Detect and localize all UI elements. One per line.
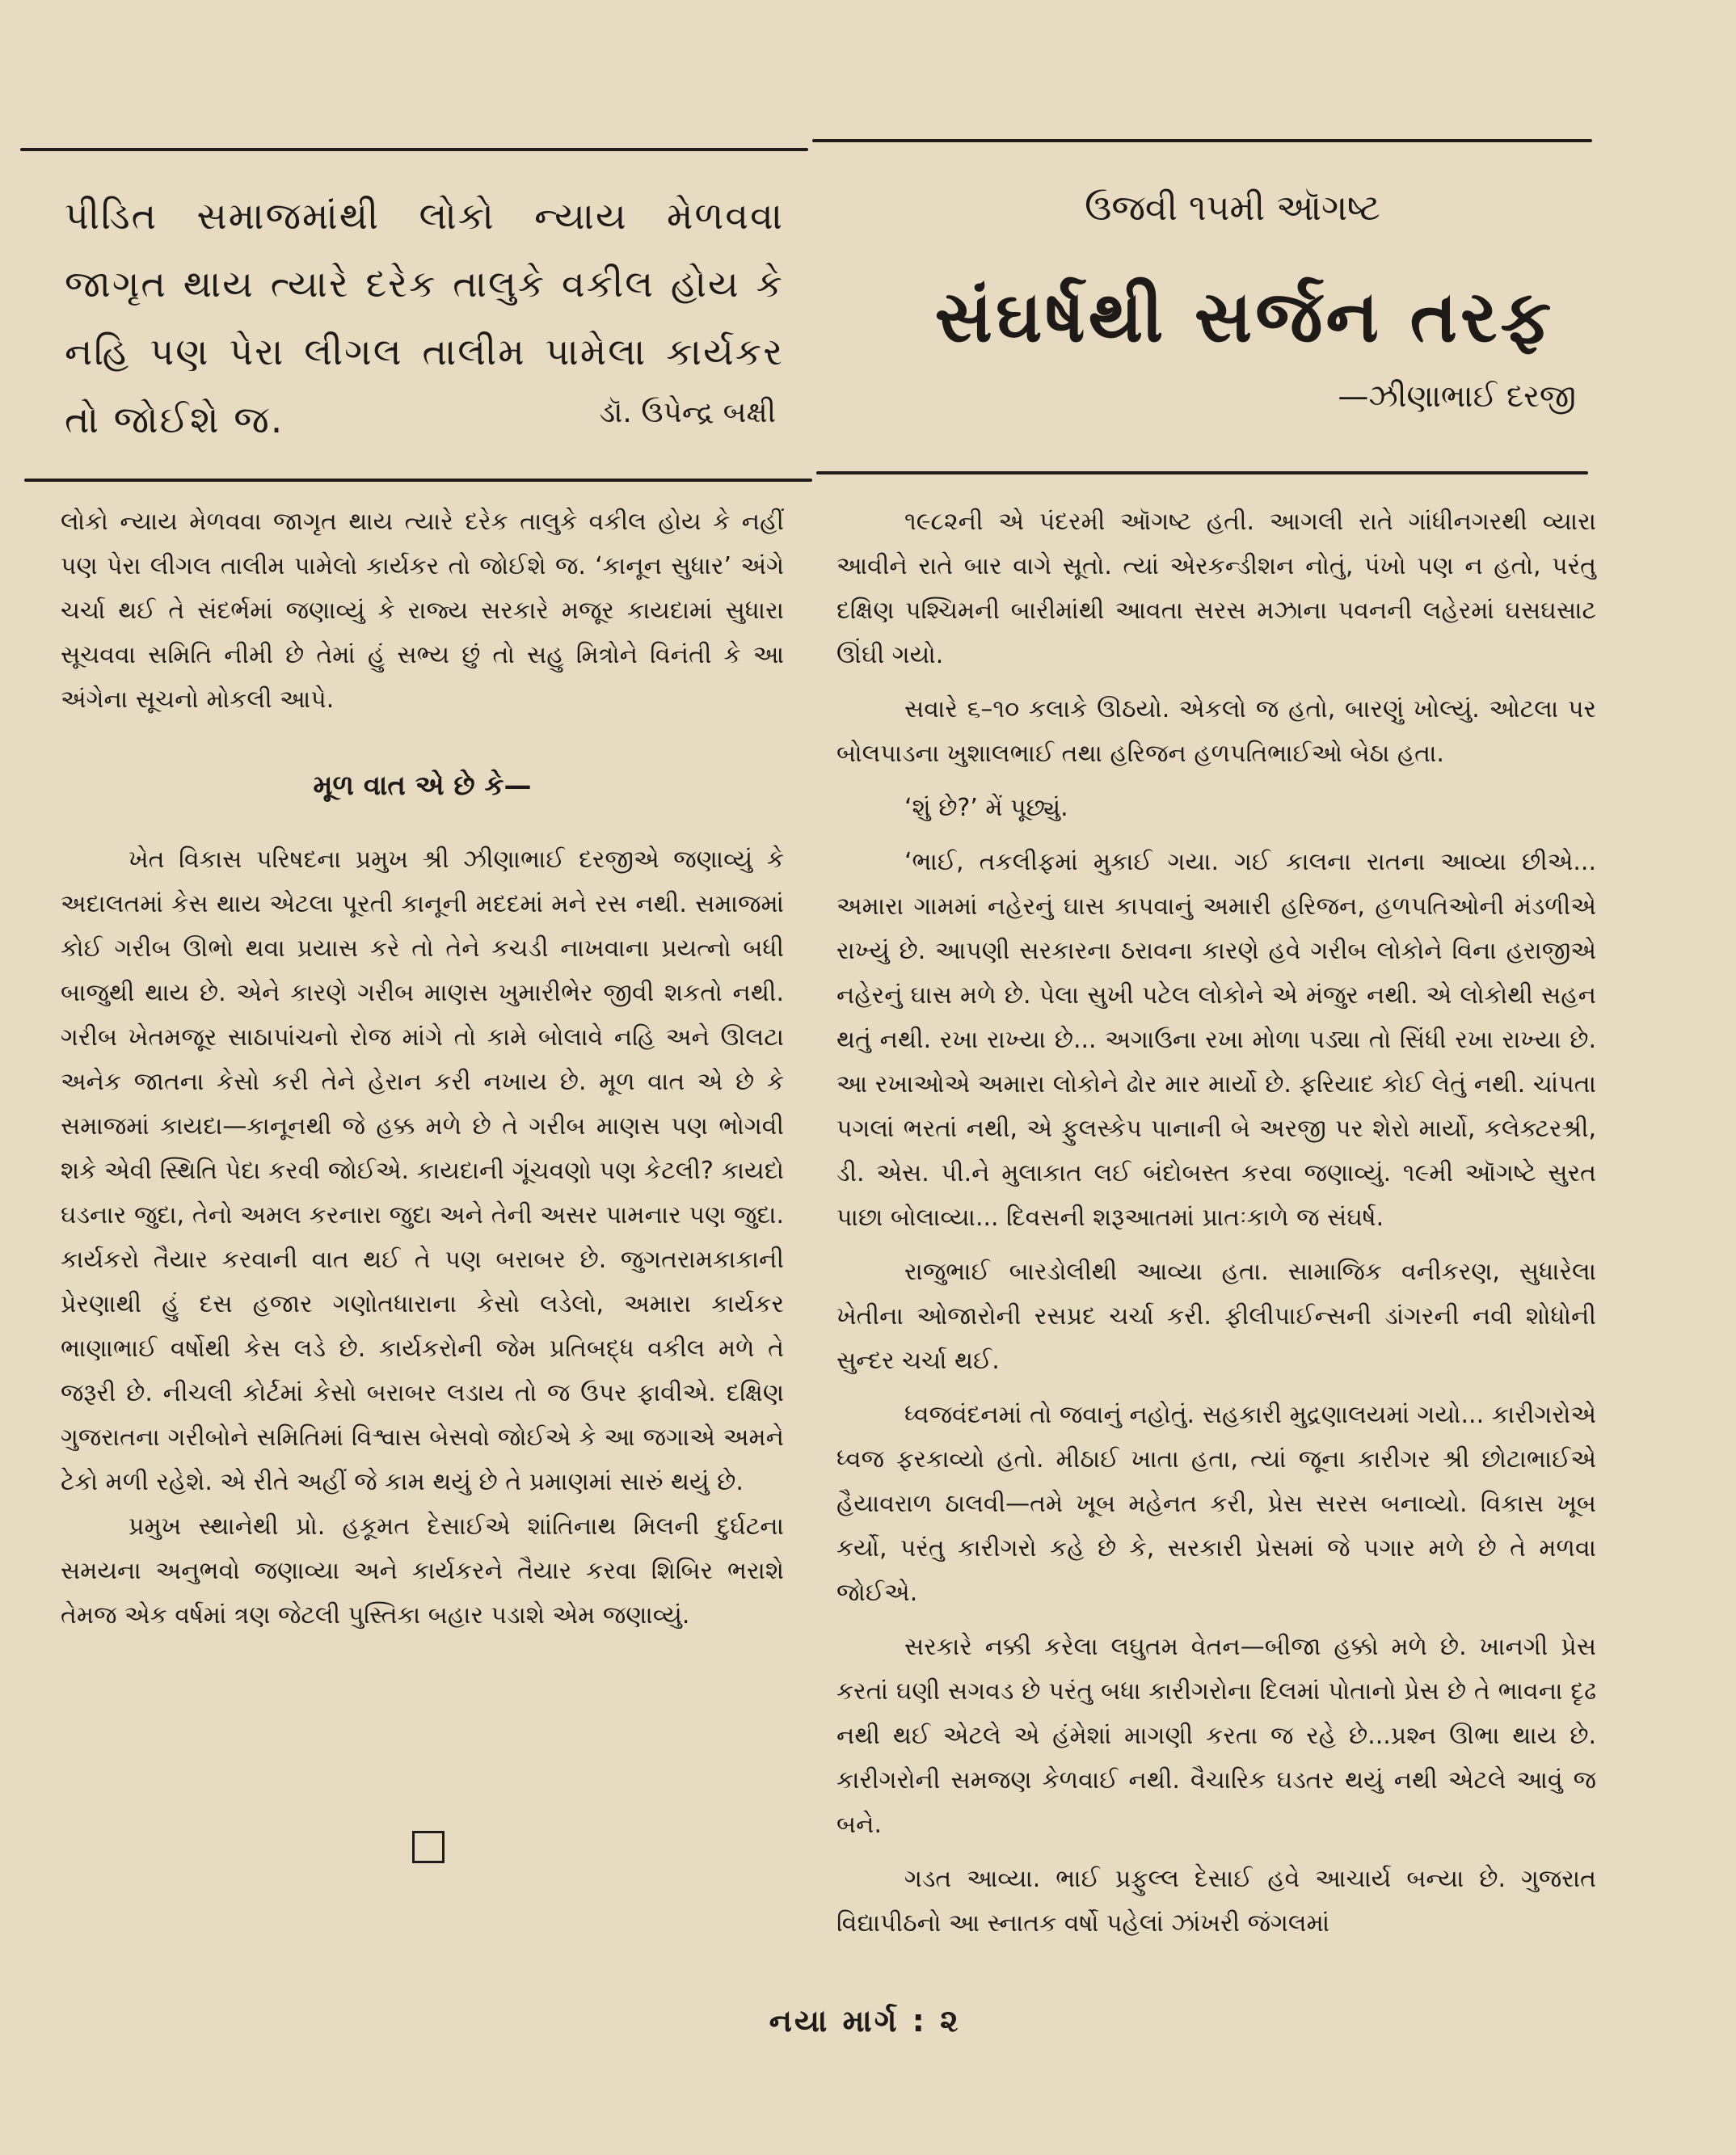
mid-rule-right xyxy=(816,471,1588,474)
top-rule-right xyxy=(812,139,1592,142)
article-kicker: ઉજવી ૧૫મી ઑગષ્ટ xyxy=(1085,188,1380,229)
article-byline: —ઝીણાભાઈ દરજી xyxy=(1338,378,1576,414)
right-paragraph-7: સરકારે નક્કી કરેલા લઘુતમ વેતન—બીજા હક્કો મળે છે. ખાનગી પ્રેસ કરતાં ઘણી સગવડ છે પરંતુ બધા કારીગરોના દિલમાં પોતાનો પ્રેસ છે તે ભાવના દૃઢ નથી થઈ એટલે એ હંમેશાં માગણી કરતા જ રહે છે...પ્રશ્ન ઊભા થાય છે. કારીગરોની સમજણ કેળવાઈ નથી. વૈચારિક ઘડતર થયું નથી એટલે આવું જ બને. xyxy=(836,1633,1596,1839)
right-column xyxy=(836,500,1596,1955)
mid-rule-left xyxy=(24,479,812,482)
pull-quote: પીડિત સમાજમાંથી લોકો ન્યાય મેળવવા જાગૃત થાય ત્યારે દરેક તાલુકે વકીલ હોય કે નહિ પણ પેરા લીગલ તાલીમ પામેલા કાર્યકર તો જોઈશે જ. xyxy=(65,194,784,441)
end-of-article-mark xyxy=(412,1831,445,1863)
right-paragraph-4: ‘ભાઈ, તકલીફમાં મુકાઈ ગયા. ગઈ કાલના રાતના આવ્યા છીએ... અમારા ગામમાં નહેરનું ઘાસ કાપવાનું અમારી હરિજન, હળપતિઓની મંડળીએ રાખ્યું છે. આપણી સરકારના ઠરાવના કારણે હવે ગરીબ લોકોને વિના હરાજીએ નહેરનું ઘાસ મળે છે. પેલા સુખી પટેલ લોકોને એ મંજુર નથી. એ લોકોથી સહન થતું નથી. રખા રાખ્યા છે... અગાઉના રખા મોળા પડ્યા તો સિંધી રખા રાખ્યા છે. આ રખાઓએ અમારા લોકોને ઢોર માર માર્યો છે. ફરિયાદ કોઈ લેતું નથી. ચાંપતા પગલાં ભરતાં નથી, એ ફુલસ્કેપ પાનાની બે અરજી પર શેરો માર્યો, કલેક્ટરશ્રી, ડી. એસ. પી.ને મુલાકાત લઈ બંદોબસ્ત કરવા જણાવ્યું. ૧૯મી ઑગષ્ટે સુરત પાછા બોલાવ્યા... દિવસની શરૂઆતમાં પ્રાતઃકાળે જ સંઘર્ષ. xyxy=(836,848,1596,1232)
left-subhead: મૂળ વાત એ છે કે— xyxy=(313,770,532,802)
right-paragraph-1: ૧૯૮૨ની એ પંદરમી ઑગષ્ટ હતી. આગલી રાતે ગાંધીનગરથી વ્યારા આવીને રાતે બાર વાગે સૂતો. ત્યાં એરકન્ડીશન નોતું, પંખો પણ ન હતો, પરંતુ દક્ષિણ પશ્ચિમની બારીમાંથી આવતા સરસ મઝાના પવનની લહેરમાં ઘસઘસાટ ઊંઘી ગયો. xyxy=(836,508,1596,669)
left-closing-paragraph: પ્રમુખ સ્થાનેથી પ્રો. હકૂમત દેસાઈએ શાંતિનાથ મિલની દુર્ઘટના સમયના અનુભવો જણાવ્યા અને કાર્યકરને તૈયાર કરવા શિબિર ભરાશે તેમજ એક વર્ષમાં ત્રણ જેટલી પુસ્તિકા બહાર પડાશે એમ જણાવ્યું. xyxy=(61,1512,784,1630)
left-column xyxy=(61,500,784,1638)
right-paragraph-6: ધ્વજવંદનમાં તો જવાનું નહોતું. સહકારી મુદ્રણાલયમાં ગયો... કારીગરોએ ધ્વજ ફરકાવ્યો હતો. મીઠાઈ ખાતા હતા, ત્યાં જૂના કારીગર શ્રી છોટાભાઈએ હૈયાવરાળ ઠાલવી—તમે ખૂબ મહેનત કરી, પ્રેસ સરસ બનાવ્યો. વિકાસ ખૂબ કર્યો, પરંતુ કારીગરો કહે છે કે, સરકારી પ્રેસમાં જે પગાર મળે છે તે મળવા જોઈએ. xyxy=(836,1401,1596,1607)
page-footer: નયા માર્ગ : ૨ xyxy=(769,2003,961,2039)
left-intro-paragraph: લોકો ન્યાય મેળવવા જાગૃત થાય ત્યારે દરેક તાલુકે વકીલ હોય કે નહીં પણ પેરા લીગલ તાલીમ પામેલો કાર્યકર તો જોઈશે જ. ‘કાનૂન સુધાર’ અંગે ચર્ચા થઈ તે સંદર્ભમાં જણાવ્યું કે રાજ્ય સરકારે મજૂર કાયદામાં સુધારા સૂચવવા સમિતિ નીમી છે તેમાં હું સભ્ય છું તો સહુ મિત્રોને વિનંતી કે આ અંગેના સૂચનો મોકલી આપે. xyxy=(61,508,784,714)
top-rule-left xyxy=(20,148,808,151)
left-body-paragraph: ખેત વિકાસ પરિષદના પ્રમુખ શ્રી ઝીણાભાઈ દરજીએ જણાવ્યું કે અદાલતમાં કેસ થાય એટલા પૂરતી કાનૂની મદદમાં મને રસ નથી. સમાજમાં કોઈ ગરીબ ઊભો થવા પ્રયાસ કરે તો તેને કચડી નાખવાના પ્રયત્નો બધી બાજુથી થાય છે. એને કારણે ગરીબ માણસ ખુમારીભેર જીવી શકતો નથી. ગરીબ ખેતમજૂર સાઠાપાંચનો રોજ માંગે તો કામે બોલાવે નહિ અને ઊલટા અનેક જાતના કેસો કરી તેને હેરાન કરી નખાય છે. મૂળ વાત એ છે કે સમાજમાં કાયદા—કાનૂનથી જે હક્ક મળે છે તે ગરીબ માણસ પણ ભોગવી શકે એવી સ્થિતિ પેદા કરવી જોઈએ. કાયદાની ગૂંચવણો પણ કેટલી? કાયદો ઘડનાર જુદા, તેનો અમલ કરનારા જુદા અને તેની અસર પામનાર પણ જુદા. કાર્યકરો તૈયાર કરવાની વાત થઈ તે પણ બરાબર છે. જુગતરામકાકાની પ્રેરણાથી હું દસ હજાર ગણોતધારાના કેસો લડેલો, અમારા કાર્યકર ભાણાભાઈ વર્ષોથી કેસ લડે છે. કાર્યકરોની જેમ પ્રતિબદ્ધ વકીલ મળે તે જરૂરી છે. નીચલી કોર્ટમાં કેસો બરાબર લડાય તો જ ઉપર ફાવીએ. દક્ષિણ ગુજરાતના ગરીબોને સમિતિમાં વિશ્વાસ બેસવો જોઈએ કે આ જગાએ અમને ટેકો મળી રહેશે. એ રીતે અહીં જે કામ થયું છે તે પ્રમાણમાં સારું થયું છે. xyxy=(61,846,784,1496)
quote-author: ડૉ. ઉપેન્દ્ર બક્ષી xyxy=(599,396,776,429)
right-paragraph-3: ‘શું છે?’ મેં પૂછ્યું. xyxy=(904,794,1068,822)
article-title: સંઘર્ષથી સર્જન તરફ xyxy=(934,275,1555,358)
right-paragraph-8: ગડત આવ્યા. ભાઈ પ્રફુલ્લ દેસાઈ હવે આચાર્ય બન્યા છે. ગુજરાત વિદ્યાપીઠનો આ સ્નાતક વર્ષો પહેલાં ઝાંખરી જંગલમાં xyxy=(836,1865,1596,1938)
right-paragraph-2: સવારે ૬–૧૦ કલાકે ઊઠયો. એકલો જ હતો, બારણું ખોલ્યું. ઓટલા પર બોલપાડના ખુશાલભાઈ તથા હરિજન હળપતિભાઈઓ બેઠા હતા. xyxy=(836,695,1596,768)
right-paragraph-5: રાજુભાઈ બારડોલીથી આવ્યા હતા. સામાજિક વનીકરણ, સુધારેલા ખેતીના ઓજારોની રસપ્રદ ચર્ચા કરી. ફીલીપાઈન્સની ડાંગરની નવી શોધોની સુન્દર ચર્ચા થઈ. xyxy=(836,1258,1596,1375)
